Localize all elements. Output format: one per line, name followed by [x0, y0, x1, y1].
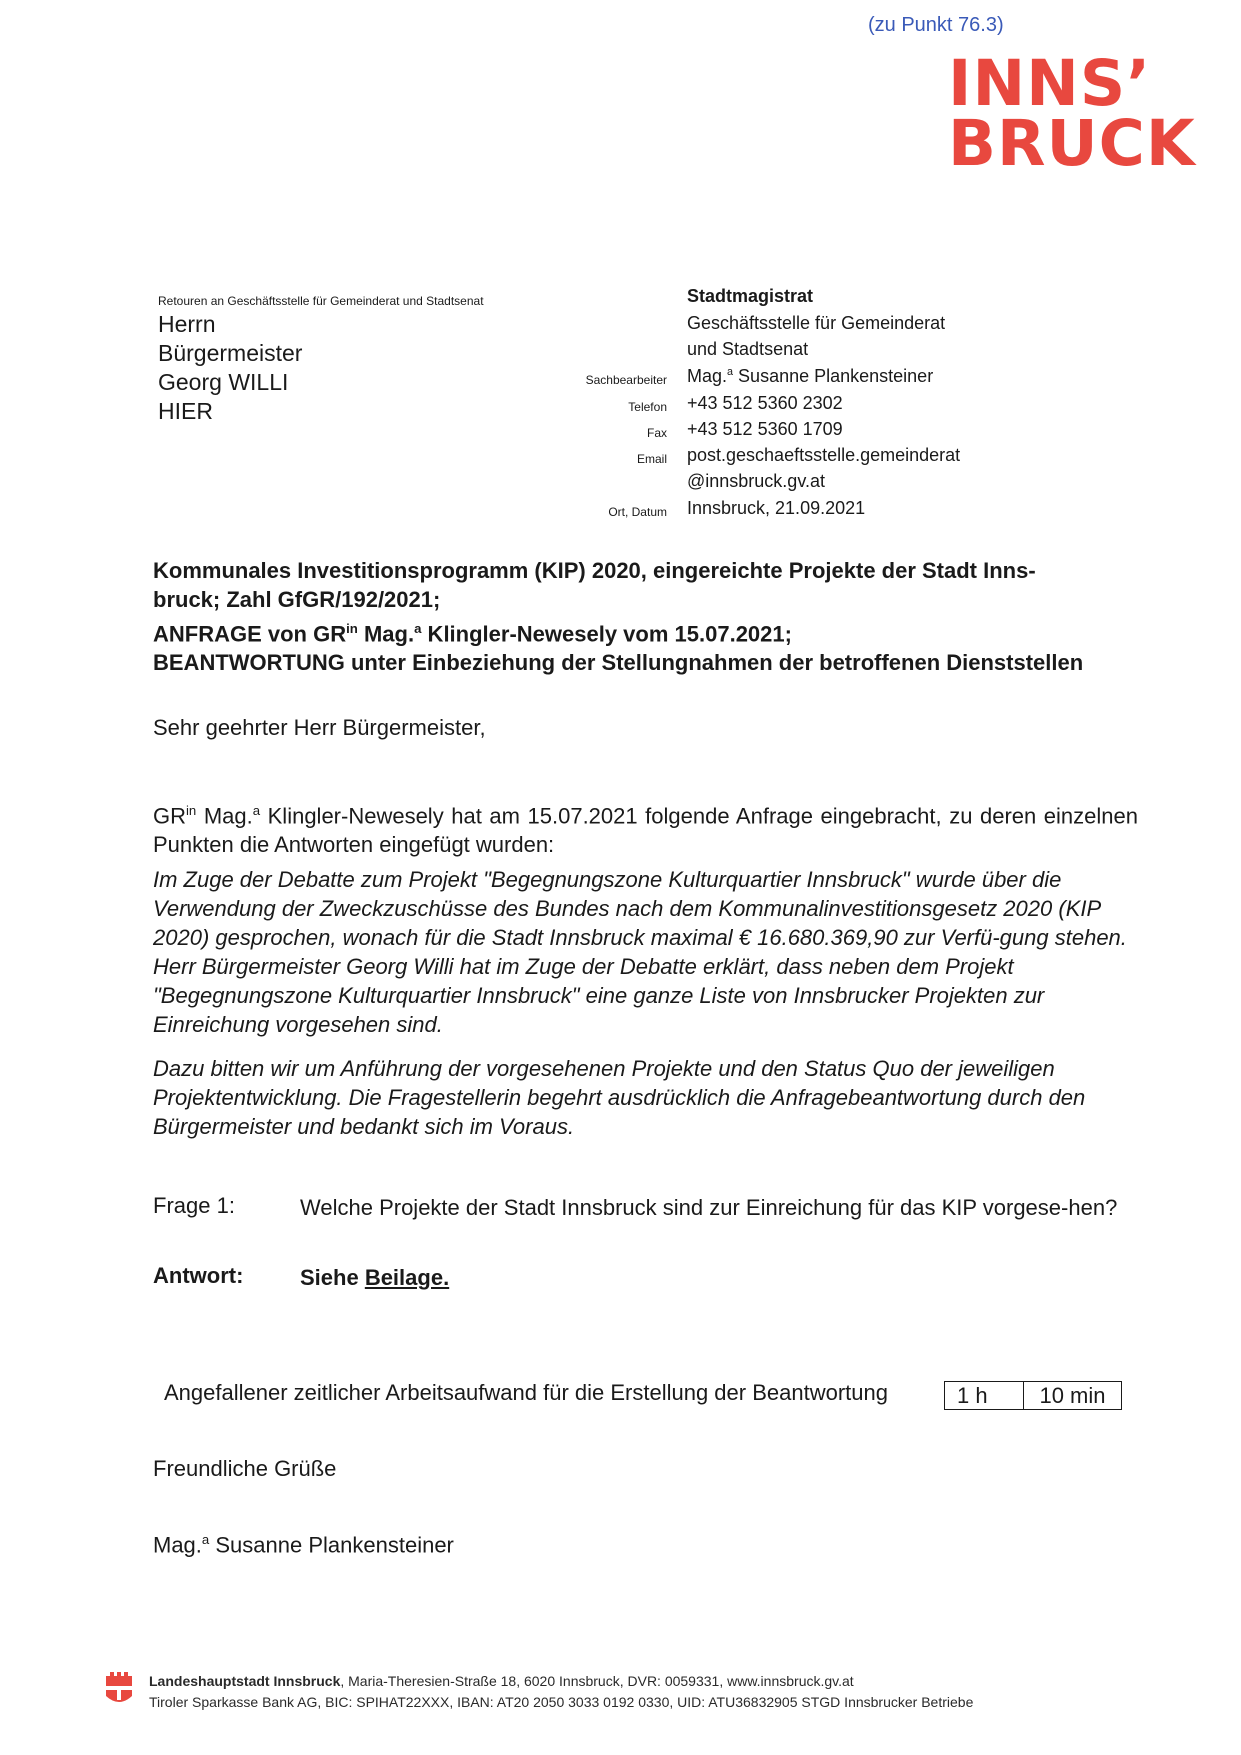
sender-office: Stadtmagistrat [687, 286, 814, 306]
subject-text: Mag. [357, 621, 415, 647]
recipient-line: Bürgermeister [158, 340, 303, 366]
question-label: Frage 1: [153, 1193, 235, 1218]
sender-department: Geschäftsstelle für Gemeinderat [687, 313, 946, 333]
recipient-line: Herrn [158, 311, 216, 337]
question-text: Welche Projekte der Stadt Innsbruck sind zur Einreichung für das KIP vorgese-hen? [300, 1195, 1118, 1220]
clerk-title-sup: a [727, 366, 734, 378]
logo-line-2: BRUCK [948, 107, 1196, 180]
answer-prefix: Siehe [300, 1265, 365, 1290]
city-coat-of-arms-icon [104, 1672, 134, 1708]
salutation: Sehr geehrter Herr Bürgermeister, [153, 715, 486, 740]
intro-text: GR [153, 803, 186, 829]
attachment-link[interactable]: Beilage. [364, 1265, 450, 1290]
place-date-label: Ort, Datum [608, 505, 667, 519]
signer-name-text: Susanne Plankensteiner [209, 1532, 454, 1558]
subject-text: Klingler-Newesely vom 15.07.2021; [421, 621, 792, 647]
subject-line [153, 614, 1133, 648]
clerk-name-text: Susanne Plankensteiner [733, 366, 934, 386]
recipient-line: HIER [158, 398, 213, 424]
effort-minutes: 10 min [1039, 1383, 1106, 1408]
sender-department: und Stadtsenat [687, 339, 809, 359]
footer-city-name: Landeshauptstadt Innsbruck [149, 1673, 341, 1689]
fax-label: Fax [646, 426, 667, 440]
agenda-reference: (zu Punkt 76.3) [868, 14, 1004, 36]
return-address-note: Retouren an Geschäftsstelle für Gemeinderat und Stadtsenat [158, 294, 484, 308]
closing-greeting: Freundliche Grüße [153, 1456, 337, 1481]
subject-heading [153, 556, 1133, 677]
subject-line: Kommunales Investitionsprogramm (KIP) 2020, eingereichte Projekte der Stadt Inns- [153, 558, 1036, 583]
subject-sup: in [346, 621, 358, 636]
footer [104, 1670, 1144, 1720]
effort-hours: 1 h [945, 1382, 1024, 1409]
innsbruck-logo [948, 47, 1196, 180]
clerk-label: Sachbearbeiter [585, 373, 667, 387]
phone-label: Telefon [628, 400, 667, 414]
recipient-address [158, 310, 302, 426]
intro-text: Mag. [196, 803, 253, 829]
footer-line-1 [149, 1670, 854, 1692]
subject-text: ANFRAGE von GR [153, 621, 347, 647]
clerk-name [687, 366, 933, 387]
email-value: post.geschaeftsstelle.gemeinderat [687, 445, 961, 465]
signer-name [153, 1525, 1138, 1559]
effort-label: Angefallener zeitlicher Arbeitsaufwand für die Erstellung der Beantwortung [164, 1380, 888, 1405]
fax-value: +43 512 5360 1709 [687, 419, 843, 439]
signer-title: Mag. [153, 1532, 202, 1558]
inquiry-quote-2: Dazu bitten wir um Anführung der vorgesehenen Projekte und den Status Quo der jeweiligen Projektentwicklung. Die Fragestellerin begehrt ausdrücklich die Anfragebeantwortung durch den Bürgermeister und bedankt sich im Voraus. [153, 1056, 1086, 1139]
signer-title-sup: a [201, 1532, 210, 1547]
phone-value: +43 512 5360 2302 [687, 393, 843, 413]
place-date-value: Innsbruck, 21.09.2021 [687, 498, 866, 518]
email-value-cont: @innsbruck.gv.at [687, 471, 825, 491]
intro-paragraph [153, 796, 1138, 859]
logo-line-1: INNS’ [948, 47, 1152, 120]
subject-sup: a [414, 621, 422, 636]
footer-line-2: Tiroler Sparkasse Bank AG, BIC: SPIHAT22XXX, IBAN: AT20 2050 3033 0192 0330, UID: ATU36832905 STGD Innsbrucker Betriebe [149, 1694, 974, 1710]
clerk-title: Mag. [687, 366, 728, 386]
inquiry-quote-1: Im Zuge der Debatte zum Projekt "Begegnungszone Kulturquartier Innsbruck" wurde über die Verwendung der Zweckzuschüsse des Bundes nach dem Kommunalinvestitionsgesetz 2020 (KIP 2020) gesprochen, wonach für die Stadt Innsbruck maximal € 16.680.369,90 zur Verfü-gung stehen. Herr Bürgermeister Georg Willi hat im Zuge der Debatte erklärt, dass neben dem Projekt "Begegnungszone Kulturquartier Innsbruck" eine ganze Liste von Innsbrucker Projekten zur Einreichung vorgesehen sind. [153, 867, 1127, 1037]
email-label: Email [636, 452, 667, 466]
effort-box [944, 1381, 1122, 1410]
answer-text [300, 1263, 1130, 1292]
intro-sup: in [186, 803, 197, 818]
intro-text: Klingler-Newesely hat am 15.07.2021 folgende Anfrage eingebracht, zu deren einzelnen Punkten die Antworten eingefügt wurden: [153, 803, 1138, 858]
recipient-line: Georg WILLI [158, 369, 289, 395]
answer-label: Antwort: [153, 1263, 244, 1288]
footer-address: , Maria-Theresien-Straße 18, 6020 Innsbruck, DVR: 0059331, www.innsbruck.gv.at [340, 1673, 854, 1689]
intro-sup: a [252, 803, 261, 818]
subject-line: bruck; Zahl GfGR/192/2021; [153, 587, 441, 612]
subject-line: BEANTWORTUNG unter Einbeziehung der Stellungnahmen der betroffenen Dienststellen [153, 650, 1084, 676]
